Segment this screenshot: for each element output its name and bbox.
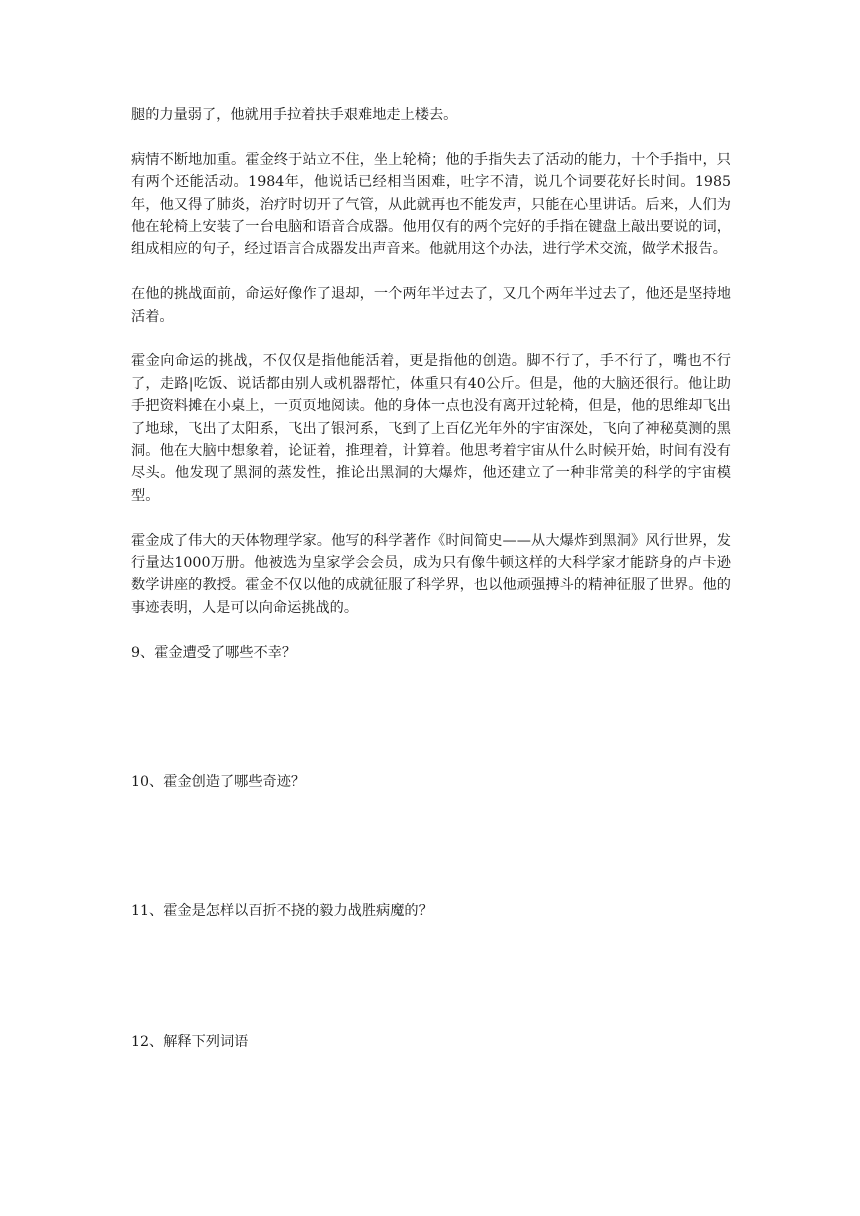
question-12: 12、解释下列词语 <box>131 1033 249 1050</box>
paragraph-achievement: 霍金成了伟大的天体物理学家。他写的科学著作《时间简史——从大爆炸到黑洞》风行世界，发行量达1000万册。他被选为皇家学会会员，成为只有像牛顿这样的大科学家才能跻身的卢卡逊数学讲座的教授。霍金不仅以他的成就征服了科学界，也以他顽强搏斗的精神征服了世界。他的事迹表明，人是可以向命运挑战的。 <box>131 532 731 616</box>
paragraph-illness: 病情不断地加重。霍金终于站立不住，坐上轮椅；他的手指失去了活动的能力，十个手指中，只有两个还能活动。1984年，他说话已经相当困难，吐字不清，说几个词要花好长时间。1985年，他又得了肺炎，治疗时切开了气管，从此就再也不能发声，只能在心里讲话。后来，人们为他在轮椅上安装了一台电脑和语音合成器。他用仅有的两个完好的手指在键盘上敲出要说的词，组成相应的句子，经过语言合成器发出声音来。他就用这个办法，进行学术交流，做学术报告。 <box>131 151 731 258</box>
answer-space-10 <box>131 793 731 900</box>
document-body <box>131 104 731 1053</box>
answer-space-9 <box>131 664 731 771</box>
paragraph-stairs: 腿的力量弱了，他就用手拉着扶手艰难地走上楼去。 <box>131 107 458 123</box>
answer-space-11 <box>131 923 731 1031</box>
question-10: 10、霍金创造了哪些奇迹？ <box>131 774 306 791</box>
question-9: 9、霍金遭受了哪些不幸？ <box>131 644 297 661</box>
paragraph-fate-retreat: 在他的挑战面前，命运好像作了退却，一个两年半过去了，又几个两年半过去了，他还是坚持地活着。 <box>131 286 731 325</box>
question-11: 11、霍金是怎样以百折不挠的毅力战胜病魔的？ <box>131 903 433 920</box>
paragraph-creation: 霍金向命运的挑战，不仅仅是指他能活着，更是指他的创造。脚不行了，手不行了，嘴也不行了，走路|吃饭、说话都由别人或机器帮忙，体重只有40公斤。但是，他的大脑还很行。他让助手把资料摊在小桌上，一页页地阅读。他的身体一点也没有离开过轮椅，但是，他的思维却飞出了地球，飞出了太阳系，飞出了银河系，飞到了上百亿光年外的宇宙深处，飞向了神秘莫测的黑洞。他在大脑中想象着，论证着，推理着，计算着。他思考着宇宙从什么时候开始，时间有没有尽头。他发现了黑洞的蒸发性，推论出黑洞的大爆炸，他还建立了一种非常美的科学的宇宙模型。 <box>131 353 731 504</box>
